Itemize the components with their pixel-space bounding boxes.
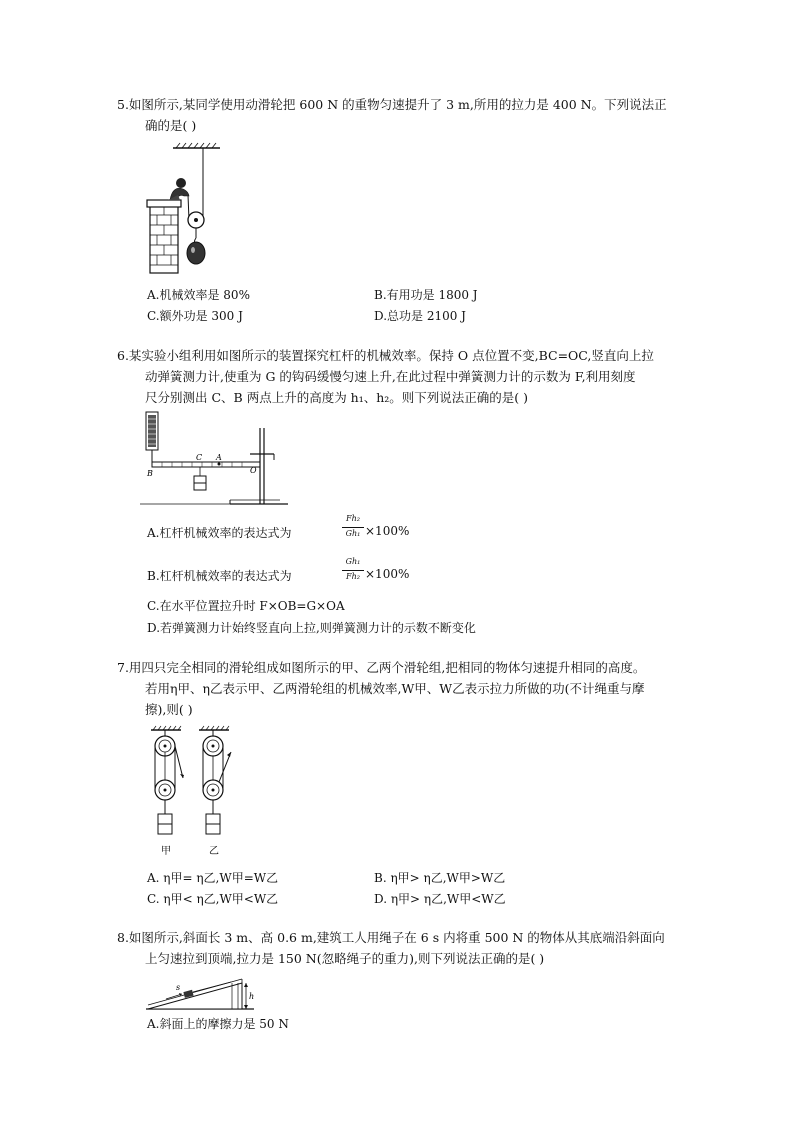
q7-stem-line1: 7.用四只完全相同的滑轮组成如图所示的甲、乙两个滑轮组,把相同的物体匀速提升相同的高度。 (117, 660, 646, 675)
q7-pulley-systems-figure (145, 726, 245, 861)
q7-option-a[interactable]: A. η甲= η乙,W甲=W乙 (147, 871, 279, 885)
q5-option-d[interactable]: D.总功是 2100 J (374, 309, 466, 323)
q7-stem-line3: 擦),则( ) (145, 702, 193, 717)
q6-option-a-suffix: ×100% (365, 524, 410, 538)
q6-lever-figure (140, 410, 290, 510)
q6-option-a[interactable]: A.杠杆机械效率的表达式为 (147, 526, 292, 540)
q6-option-d[interactable]: D.若弹簧测力计始终竖直向上拉,则弹簧测力计的示数不断变化 (147, 621, 476, 635)
q7-option-b[interactable]: B. η甲> η乙,W甲>W乙 (374, 871, 506, 885)
q6-label-o: O (250, 466, 257, 475)
q6-option-c[interactable]: C.在水平位置拉升时 F×OB=G×OA (147, 599, 345, 613)
q6-stem-line2: 动弹簧测力计,使重为 G 的钩码缓慢匀速上升,在此过程中弹簧测力计的示数为 F,利用刻度 (145, 369, 636, 384)
q5-stem-line1: 5.如图所示,某同学使用动滑轮把 600 N 的重物匀速提升了 3 m,所用的拉力是 400 N。下列说法正 (117, 97, 667, 112)
q8-stem-line2: 上匀速拉到顶端,拉力是 150 N(忽略绳子的重力),则下列说法正确的是( ) (145, 951, 545, 966)
q6-option-a-numerator: Fh₂ (346, 514, 360, 523)
q6-label-c: C (196, 453, 203, 462)
q6-stem-line1: 6.某实验小组利用如图所示的装置探究杠杆的机械效率。保持 O 点位置不变,BC=OC,竖直向上拉 (117, 348, 654, 363)
q6-label-a: A (216, 453, 222, 462)
q7-label-yi: 乙 (209, 846, 219, 857)
q6-option-b-numerator: Gh₁ (345, 557, 361, 566)
q8-option-a[interactable]: A.斜面上的摩擦力是 50 N (147, 1017, 289, 1031)
q6-option-b-denominator: Fh₂ (346, 572, 360, 581)
q6-stem-line3: 尺分别测出 C、B 两点上升的高度为 h₁、h₂。则下列说法正确的是( ) (145, 390, 529, 405)
q6-option-a-fraction-bar (342, 527, 364, 528)
q6-option-a-denominator: Gh₁ (345, 529, 361, 538)
q7-option-d[interactable]: D. η甲> η乙,W甲<W乙 (374, 892, 506, 906)
q6-option-b-suffix: ×100% (365, 567, 410, 581)
q8-stem-line1: 8.如图所示,斜面长 3 m、高 0.6 m,建筑工人用绳子在 6 s 内将重 500 N 的物体从其底端沿斜面向 (117, 930, 665, 945)
q5-option-a[interactable]: A.机械效率是 80% (147, 288, 250, 302)
q5-pulley-figure (140, 140, 230, 275)
q8-label-h: h (249, 992, 255, 1001)
q5-stem-line2: 确的是( ) (145, 118, 197, 133)
q6-option-b[interactable]: B.杠杆机械效率的表达式为 (147, 569, 292, 583)
q8-incline-figure (146, 975, 266, 1013)
q8-label-s: s (176, 983, 181, 992)
q7-label-jia: 甲 (161, 846, 171, 857)
q6-label-b: B (147, 469, 153, 478)
q5-option-b[interactable]: B.有用功是 1800 J (374, 288, 478, 302)
q5-option-c[interactable]: C.额外功是 300 J (147, 309, 243, 323)
q7-option-c[interactable]: C. η甲< η乙,W甲<W乙 (147, 892, 279, 906)
q7-stem-line2: 若用η甲、η乙表示甲、乙两滑轮组的机械效率,W甲、W乙表示拉力所做的功(不计绳重与摩 (145, 681, 645, 696)
q6-option-b-fraction-bar (342, 570, 364, 571)
